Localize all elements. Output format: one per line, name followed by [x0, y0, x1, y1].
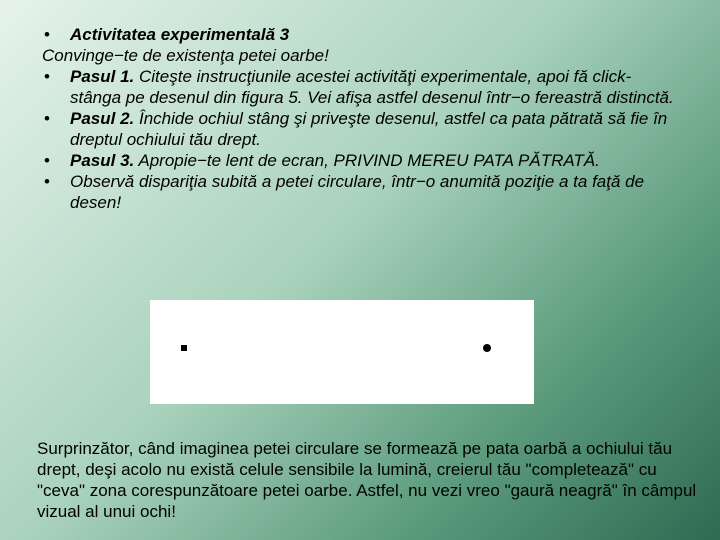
- circular-spot-icon: [483, 344, 491, 352]
- conclusion-text: Surprinzător, când imaginea petei circulare se formează pe pata oarbă a ochiului tău drept, deşi acolo nu există celule sensibile la lumină, creierul tău "completează" cu "ceva" zona corespunzătoare petei oarbe. Astfel, nu vezi vreo "gaură neagră" în câmpul vizual al unui ochi!: [37, 439, 697, 521]
- step-4-text: Observă dispariţia subită a petei circulare, într−o anumită poziţie a ta faţă de desen!: [70, 172, 645, 212]
- blind-spot-figure[interactable]: [150, 300, 534, 404]
- step-3: [42, 150, 682, 171]
- instructions-block: [42, 24, 682, 213]
- bullet-dot: •: [44, 67, 50, 86]
- step-2-label: Pasul 2.: [70, 109, 135, 128]
- bullet-dot: •: [44, 172, 50, 191]
- intro-text: Convinge−te de existenţa petei oarbe!: [42, 46, 329, 65]
- bullet-dot: •: [44, 151, 50, 170]
- step-2: [42, 108, 682, 150]
- step-1: [42, 66, 682, 108]
- step-4: [42, 171, 682, 213]
- square-spot-icon: [181, 345, 187, 351]
- title-bullet: [42, 24, 682, 45]
- step-3-text: Apropie−te lent de ecran, PRIVIND MEREU PATA PĂTRATĂ.: [134, 151, 600, 170]
- step-3-label: Pasul 3.: [70, 151, 135, 170]
- activity-title: Activitatea experimentală 3: [70, 25, 290, 44]
- bullet-dot: •: [44, 109, 50, 128]
- bullet-dot: •: [44, 25, 50, 44]
- step-1-label: Pasul 1.: [70, 67, 135, 86]
- step-2-text: Închide ochiul stâng şi priveşte desenul, astfel ca pata pătrată să fie în dreptul ochiului tău drept.: [70, 109, 668, 149]
- step-1-text: Citeşte instrucţiunile acestei activităţi experimentale, apoi fă click-stânga pe desenul din figura 5. Vei afişa astfel desenul într−o fereastră distinctă.: [70, 67, 674, 107]
